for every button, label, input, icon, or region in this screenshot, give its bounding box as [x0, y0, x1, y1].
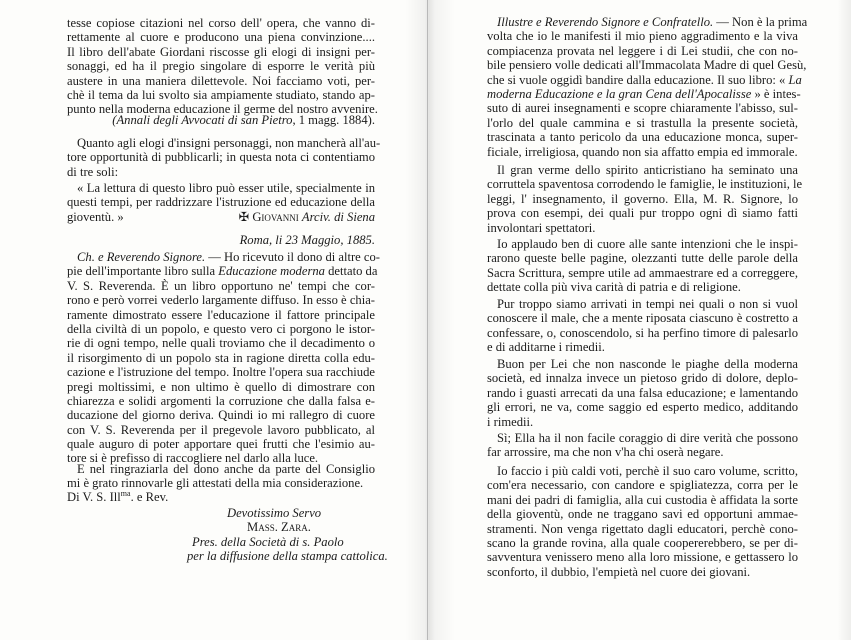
text-segment: — Ho ricevuto il dono di altre co- [205, 250, 380, 264]
text-segment: Di V. S. Ill [67, 490, 121, 504]
text-segment: far arrossire, ma che non v'ha chi oserà negare. [487, 445, 724, 460]
text-line: corruttela spaventosa corrodendo le famiglie, le instituzioni, le [487, 177, 803, 192]
text-line: ducazione del giorno deriva. Quindi io mi rallegro di cuore [67, 408, 375, 423]
text-line: scano la grande rovina, alla quale coopererebbero, se per di- [487, 535, 798, 550]
text-line: confessare, o, conoscendolo, si ha perfino timore di palesarlo [487, 325, 798, 340]
text-line [67, 506, 375, 520]
text-line: rono e però vorrei vederlo largamente diffuso. In esso è chia- [67, 293, 375, 308]
text-line: gli errori, ne va, come saggio ed esperto medico, additando [487, 400, 798, 415]
text-line [67, 250, 380, 264]
paragraph [67, 113, 375, 127]
text-line: società, ed innalza invece un pietoso grido di dolore, deplo- [487, 371, 798, 386]
text-line: sonaggi, ed ha il pregio singolare di esporre le verità più [67, 59, 375, 74]
text-segment: Buon per Lei che non nasconde le piaghe della moderna [497, 357, 798, 371]
text-line: chè il tema da lui svolto sia ampiamente studiato, stando ap- [67, 87, 375, 102]
paragraph [67, 181, 375, 224]
text-line [487, 357, 798, 371]
text-segment: punto nella moderna educazione il germe del nostro avvenire. [67, 102, 378, 117]
text-segment: che si vuole oggidì bandire dalla educazione. Il suo libro: « [487, 72, 789, 87]
text-segment: Il gran verme dello spirito anticristiano ha seminato una [497, 163, 798, 177]
italic-text: per la diffusione della stampa cattolica. [187, 549, 388, 564]
text-line: rarono queste belle pagine, olezzanti tutte delle parole della [487, 251, 798, 266]
text-segment: dettate colla più viva carità di patria e di religione. [487, 280, 741, 295]
text-line [67, 136, 381, 150]
text-line: conoscere il male, che a mente riposata ciascuno è costretto a [487, 311, 798, 326]
text-line: il risorgimento di un popolo sta in ragione diretta colla edu- [67, 350, 375, 365]
text-line: prova con esempi, dei quali pur troppo ogni dì siamo fatti [487, 206, 798, 221]
text-line: trascinata a tanto pericolo da una educazione monca, super- [487, 130, 798, 145]
text-segment: di tre soli: [67, 164, 119, 179]
text-line: cazione e l'istruzione del tempo. Inoltre l'opera sua racchiude [67, 365, 375, 380]
text-line: V. S. Reverenda. È un libro opportuno ne' tempi che cor- [67, 278, 375, 293]
italic-text: Educazione moderna [218, 264, 325, 279]
text-line [487, 297, 798, 311]
paragraph [487, 431, 798, 460]
text-segment: ✠ [238, 209, 253, 224]
text-line: tore opportunità di pubblicarli; in questa nota ci contentiamo [67, 150, 375, 165]
text-segment: Pur troppo siamo arrivati in tempi nei quali o non si vuol [497, 297, 798, 311]
text-line: austere in una maniera dilettevole. Noi facciamo voti, per- [67, 73, 375, 88]
text-line: chiarezza e solidi argomenti la corruzione che dalla falsa e- [67, 393, 375, 408]
text-line [67, 210, 375, 224]
text-segment: » è intes- [751, 86, 801, 101]
paragraph [67, 250, 380, 466]
text-segment: sconforto, il dubbio, l'empietà nel cuore dei giovani. [487, 564, 751, 579]
text-line [67, 549, 388, 564]
text-line [67, 462, 375, 476]
text-line: rando i guasti arrecati da una falsa educazione; e lamentando [487, 385, 798, 400]
text-line [487, 72, 802, 87]
text-segment: Quanto agli elogi d'insigni personaggi, non mancherà all'au- [77, 136, 381, 150]
text-line: tesse copiose citazioni nel corso dell' opera, che vanno di- [67, 16, 375, 30]
text-segment: tore si è prefisso di raccogliere nel darlo alla luce. [67, 451, 319, 466]
italic-text: Arciv. di Siena [301, 209, 375, 224]
text-line: compiacenza provata nel leggere i di Lei studii, che con no- [487, 43, 798, 58]
page-edge-shadow [837, 0, 851, 640]
text-line: mani dei padri di famiglia, alla cui custodia è affidata la sorte [487, 492, 798, 507]
text-line: volta che io le manifesti il mio pieno aggradimento e la viva [487, 29, 798, 44]
text-line [487, 431, 798, 445]
text-line: ramente dimostrato essere l'educazione il fattore principale [67, 307, 375, 322]
text-line: pregi moltissimi, e non ultimo è quello di dimostrare con [67, 379, 375, 394]
text-segment: involontari spettatori. [487, 220, 596, 235]
text-line: Il libro dell'abate Giordani riscosse gli elogi di insigni per- [67, 44, 375, 59]
text-segment: Io applaudo ben di cuore alle sante intenzioni che le inspi- [497, 237, 798, 251]
text-segment: i rimedii. [487, 414, 534, 429]
text-line [487, 237, 798, 251]
text-line [67, 535, 375, 549]
paragraph [67, 136, 381, 179]
text-line [67, 113, 375, 127]
italic-text: Roma, li 23 Maggio, 1885. [239, 233, 375, 247]
text-segment: , 1 magg. 1884). [292, 113, 375, 127]
italic-text: Ch. e Reverendo Signore. [77, 250, 206, 264]
paragraph [487, 357, 798, 429]
text-segment: gioventù. » [67, 209, 124, 224]
text-segment: mi è grato rinnovarle gli attestati della mia considerazione. [67, 476, 364, 491]
text-line [67, 476, 375, 490]
text-line: bile pensiero volle dedicati all'Immacolata Madre di quel Gesù, [487, 58, 807, 73]
paragraph [487, 163, 803, 235]
paragraph [487, 237, 798, 295]
text-line [487, 565, 798, 579]
text-line: l'orlo del quale cammina e si trastulla la presente società, [487, 115, 798, 130]
text-segment: ficiale, irreligiosa, quando non sia affatto empia ed immorale. [487, 144, 798, 159]
text-segment: pie dell'importante libro sulla [67, 264, 219, 279]
italic-text: Illustre e Reverendo Signore e Confratello. [497, 15, 714, 29]
text-segment: « La lettura di questo libro può esser utile, specialmente in [77, 181, 375, 195]
text-line: con V. S. Reverenda per il pregevole lavoro pubblicato, al [67, 422, 375, 437]
text-line [487, 15, 808, 29]
text-line [67, 165, 375, 179]
signature-giovanni [239, 210, 375, 224]
italic-text: Devotissimo Servo [227, 506, 322, 520]
italic-text: La [788, 72, 802, 87]
text-line [487, 145, 798, 159]
italic-text: moderna Educazione e la gran Cena dell'Apocalisse [487, 86, 752, 101]
text-line [487, 464, 798, 478]
text-line: Sacra Scrittura, sempre utile ad ammaestrare ed a correggere, [487, 265, 798, 280]
text-line [487, 221, 798, 235]
text-line [67, 181, 375, 195]
text-line [67, 520, 375, 534]
text-line [487, 86, 801, 101]
book-gutter-shadow [405, 0, 455, 640]
paragraph [487, 297, 798, 355]
text-segment: Sì; Ella ha il non facile coraggio di dire verità che possono [497, 431, 798, 445]
paragraph [67, 490, 375, 504]
text-segment: Giovanni [252, 209, 302, 224]
text-segment: E nel ringraziarla del dono anche da parte del Consiglio [77, 462, 375, 476]
paragraph [67, 16, 378, 117]
text-line: suto di aurei insegnamenti e scopre chiaramente l'abisso, sul- [487, 101, 798, 116]
text-segment: . e Rev. [130, 490, 169, 504]
text-line [487, 163, 798, 177]
text-line [67, 233, 375, 247]
text-line [67, 490, 375, 504]
paragraph [67, 233, 375, 247]
text-line [487, 415, 798, 429]
italic-text: Pres. della Società di s. Paolo [192, 534, 344, 549]
text-line [487, 340, 798, 354]
book-fold-line [427, 0, 428, 640]
text-line: savventura venissero meno alla loro missione, e gettassero lo [487, 550, 798, 565]
text-segment: — Non è la prima [713, 15, 808, 29]
paragraph [67, 462, 375, 491]
text-segment: dettato da [324, 264, 378, 279]
paragraph [487, 15, 808, 159]
text-line: com'era necessario, con candore e spigliatezza, corra per le [487, 478, 798, 493]
text-line [487, 445, 798, 459]
text-line [67, 264, 378, 279]
text-line: stramenti. Non venga rigettato dagli educatori, perchè cono- [487, 521, 798, 536]
text-line: questi tempi, per raddrizzare l'istruzione ed educazione della [67, 195, 375, 210]
text-segment: Io faccio i più caldi voti, perchè il suo caro volume, scritto, [497, 464, 798, 478]
text-line [487, 280, 798, 294]
text-segment: ma [120, 488, 131, 498]
text-line: della gioventù, onde ne traggano savi ed opportuni ammae- [487, 507, 798, 522]
text-segment: Mass. Zara. [247, 520, 311, 535]
text-line: rettamente al cuore e producono una piena convinzione.... [67, 30, 375, 45]
text-line: leggi, l' insegnamento, il governo. Ella, M. R. Signore, lo [487, 191, 798, 206]
text-line: quale auguro di poter apportare quei frutti che l'esimio au- [67, 437, 375, 452]
italic-text: (Annali degli Avvocati di san Pietro [112, 113, 293, 127]
paragraph [487, 464, 798, 579]
text-line: rie di ogni tempo, nelle quali troviamo che il decadimento o [67, 336, 375, 351]
letter-closing [67, 506, 388, 564]
text-segment: e di additarne i rimedii. [487, 340, 605, 355]
text-line: della civiltà di un popolo, e questo vero ci porgono le istor- [67, 321, 375, 336]
